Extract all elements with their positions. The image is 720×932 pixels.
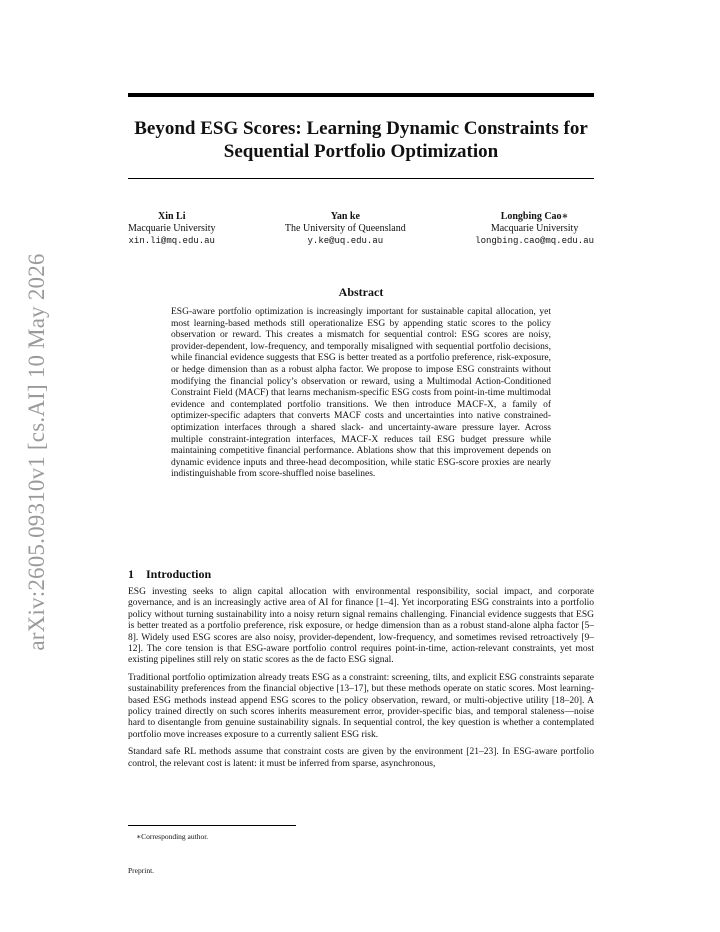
author-affiliation: The University of Queensland <box>284 223 406 234</box>
paragraph: Traditional portfolio optimization already treats ESG as a constraint: screening, tilts, and explicit ESG constraints separate sustainability preferences from the financial objective [13–17], but these methods operate on static scores. Most learning-based ESG methods instead append ESG scores to the policy observation, reward, or multi-objective utility [18–20]. A policy trained directly on such scores inherits measurement error, provider-specific bias, and temporal staleness—noise hard to disentangle from genuine sustainability signals. In sequential control, the key question is whether a contemplated portfolio move increases exposure to a currently salient ESG risk. <box>128 672 594 740</box>
paragraph: ESG investing seeks to align capital allocation with environmental responsibility, social impact, and corporate governance, and is an increasingly active area of AI for finance [1–4]. Yet incorporating ESG constraints into a portfolio policy without turning sustainability into a noisy return signal remains challenging. Financial evidence suggests that ESG is better treated as a portfolio preference, risk exposure, or hedge dimension than as a robust stand-alone alpha factor [5–8]. Widely used ESG scores are also noisy, provider-dependent, low-frequency, and sometimes revised retroactively [9–12]. The core tension is that ESG-aware portfolio control requires point-in-time, action-relevant constraints, yet most existing pipelines still rely on static scores as the de facto ESG signal. <box>128 587 594 666</box>
arxiv-sidebar <box>0 0 70 932</box>
abstract-text: ESG-aware portfolio optimization is increasingly important for sustainable capital allocation, yet most learning-based methods still operationalize ESG by appending static scores to the policy observation or reward. This creates a mismatch for sequential control: ESG scores are noisy, provider-dependent, low-frequency, and temporally misaligned with sequential portfolio decisions, while financial evidence suggests that ESG is better treated as a portfolio preference, risk-exposure, or hedge dimension than as a robust alpha factor. We propose to impose ESG constraints without modifying the financial policy’s observation or reward, using a Multimodal Action-Conditioned Constraint Field (MACF) that learns mechanism-specific ESG costs from point-in-time multimodal evidence and contemplated portfolio transitions. We then introduce MACF-X, a family of optimizer-specific adapters that converts MACF costs and uncertainties into native constrained-optimization interfaces through a shared slack- and uncertainty-aware pressure layer. Across multiple constraint-integration interfaces, MACF-X reduces tail ESG budget pressure while maintaining competitive financial performance. Ablations show that this improvement depends on dynamic evidence inputs and three-head decomposition, while static ESG-score proxies are nearly indistinguishable from score-shuffled noise baselines. <box>171 307 551 480</box>
author-name: Longbing Cao∗ <box>500 211 569 222</box>
title-top-rule <box>128 93 594 97</box>
section-heading <box>128 567 211 582</box>
paper-title: Beyond ESG Scores: Learning Dynamic Constraints for Sequential Portfolio Optimization <box>134 118 588 162</box>
author-email: xin.li@mq.edu.au <box>128 236 215 246</box>
body-text <box>128 587 594 776</box>
author-email: longbing.cao@mq.edu.au <box>475 236 594 246</box>
author-2 <box>285 211 406 247</box>
footnote: ∗Corresponding author. <box>136 832 209 841</box>
section-title: Introduction <box>146 567 212 581</box>
author-block <box>128 211 594 247</box>
author-1 <box>128 211 215 247</box>
author-name: Xin Li <box>157 211 186 222</box>
title-bottom-rule <box>128 178 594 179</box>
author-email: y.ke@uq.edu.au <box>307 236 384 246</box>
preprint-label: Preprint. <box>128 866 155 875</box>
footnote-rule <box>128 825 296 826</box>
section-number: 1 <box>128 567 134 581</box>
author-affiliation: Macquarie University <box>128 223 216 234</box>
author-affiliation: Macquarie University <box>490 223 579 234</box>
author-3 <box>475 211 594 247</box>
author-name: Yan ke <box>330 211 360 222</box>
abstract-heading: Abstract <box>338 285 384 299</box>
paragraph: Standard safe RL methods assume that constraint costs are given by the environment [21–23]. In ESG-aware portfolio control, the relevant cost is latent: it must be inferred from sparse, asynchronous, <box>128 747 594 769</box>
arxiv-identifier: arXiv:2605.09310v1 [cs.AI] 10 May 2026 <box>24 253 49 651</box>
